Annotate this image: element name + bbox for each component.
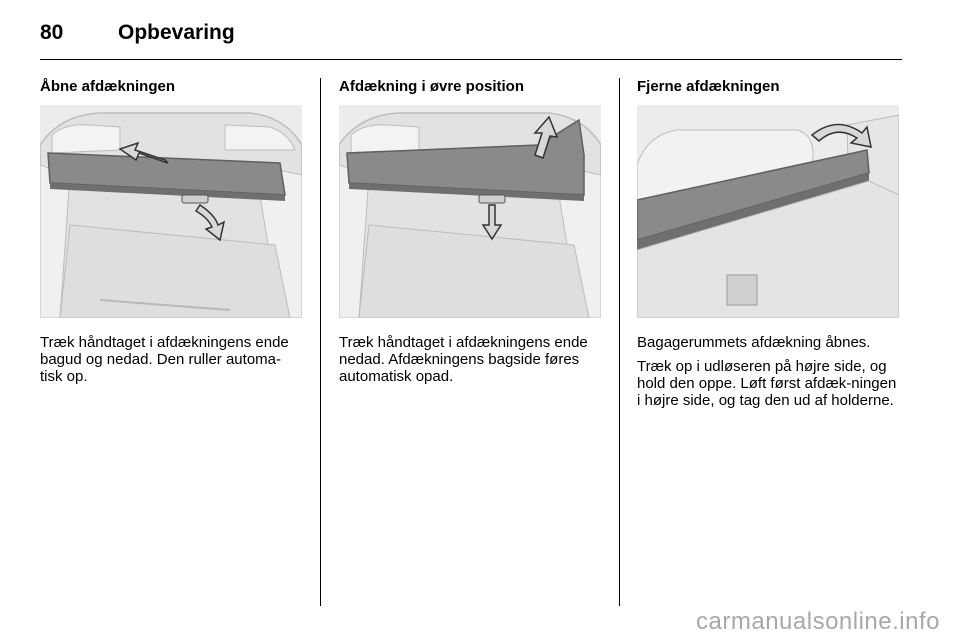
section-cover-upper-position xyxy=(339,78,601,385)
section-heading: Fjerne afdækningen xyxy=(637,78,780,95)
page-header xyxy=(40,18,235,48)
illustration-upper-position xyxy=(339,105,601,318)
instruction-text: Træk håndtaget i afdækningens ende bagud og nedad. Den ruller automa-tisk op. xyxy=(40,334,289,385)
illustration-remove-cover xyxy=(637,105,899,318)
instruction-text: Træk håndtaget i afdækningens ende nedad. Afdækningens bagside føres automatisk opad. xyxy=(339,334,588,385)
section-open-cover xyxy=(40,78,302,385)
instruction-text: Bagagerummets afdækning åbnes. xyxy=(637,334,871,351)
column-divider xyxy=(619,78,620,606)
page-number: 80 xyxy=(40,21,64,44)
header-divider xyxy=(40,59,902,60)
section-remove-cover xyxy=(637,78,899,409)
column-divider xyxy=(320,78,321,606)
watermark: carmanualsonline.info xyxy=(696,608,940,635)
illustration-open-cover xyxy=(40,105,302,318)
section-heading: Afdækning i øvre position xyxy=(339,78,525,95)
chapter-title: Opbevaring xyxy=(118,21,235,44)
section-heading: Åbne afdækningen xyxy=(40,78,176,95)
instruction-text: Træk op i udløseren på højre side, og hold den oppe. Løft først afdæk-ningen i højre side, og tag den ud af holderne. xyxy=(637,358,897,409)
